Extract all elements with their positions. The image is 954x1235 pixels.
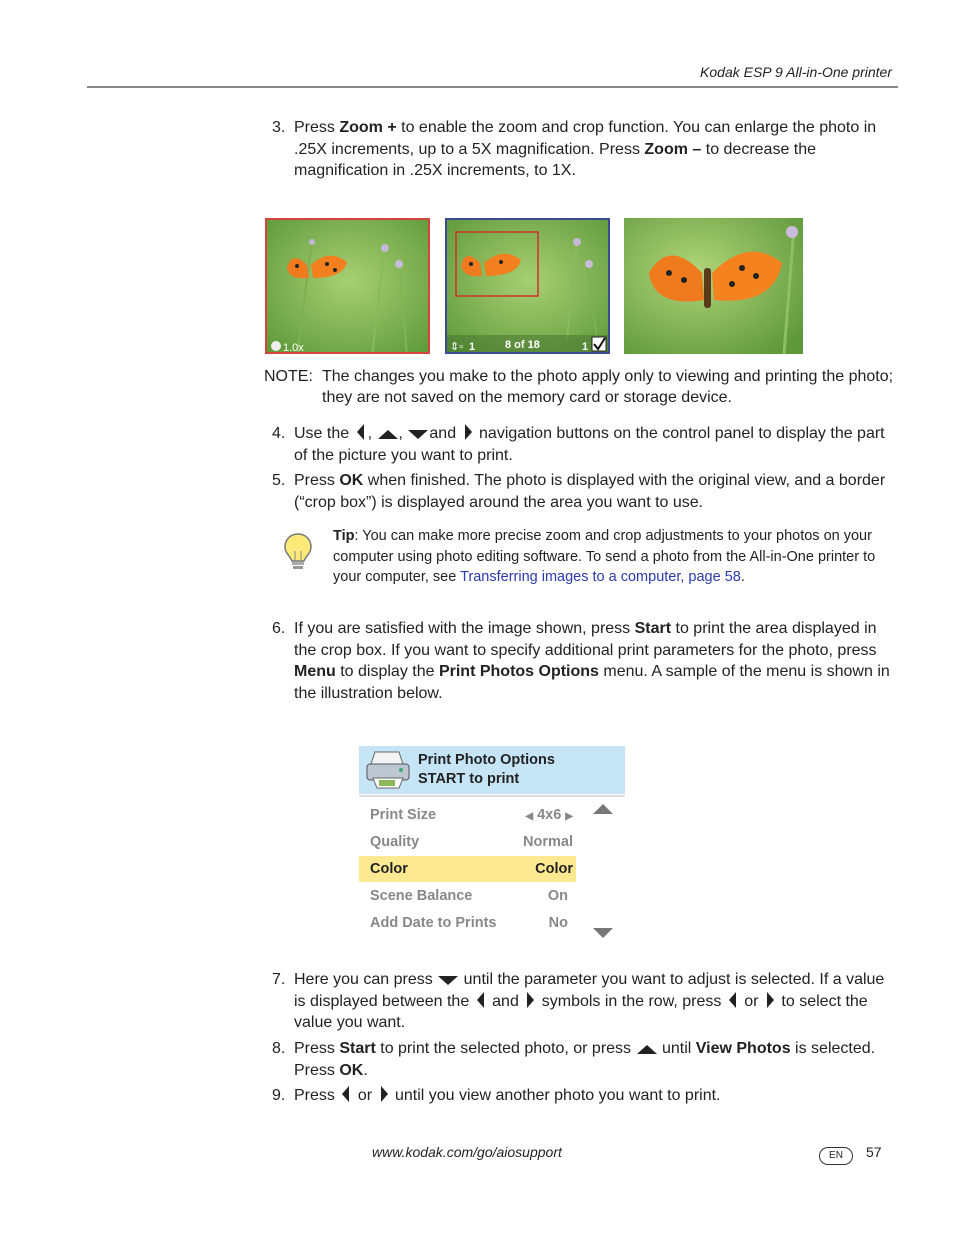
step-text: If you are satisfied with the image shown, press Start to print the area displayed in the crop box. If you want to specify additional print parameters for the photo, press Menu to display the Print Photos Options menu. A sample of the menu is shown in the illustration below.	[294, 620, 890, 702]
menu-title: Print Photo Options	[418, 752, 555, 768]
step-6	[272, 618, 900, 706]
step-9	[272, 1085, 900, 1107]
menu-row-color[interactable]	[359, 856, 576, 882]
menu-row-print-size[interactable]	[359, 802, 576, 828]
step-7	[272, 969, 900, 1035]
step-text: Here you can press until the parameter you want to adjust is selected. If a value is displayed between the and symbols in the row, press or to select the value you want.	[294, 971, 885, 1031]
right-arrow-icon	[523, 991, 537, 1009]
step-number: 8.	[272, 1040, 286, 1057]
menu-header	[359, 746, 625, 794]
photo-zoomed	[624, 218, 803, 354]
copies-count: 1	[469, 341, 476, 353]
menu-row-label: Add Date to Prints	[370, 915, 497, 931]
step-text: Press OK when finished. The photo is displayed with the original view, and a border (“crop box”) is displayed around the area you want to use.	[294, 472, 886, 511]
menu-row-label: Quality	[370, 834, 420, 850]
menu-row-value: ◀ 4x6 ▶	[525, 807, 573, 823]
running-header: Kodak ESP 9 All-in-One printer	[700, 64, 892, 80]
left-arrow-icon	[339, 1085, 353, 1103]
right-arrow-icon: ▶	[565, 811, 573, 822]
step-number: 4.	[272, 425, 286, 442]
menu-row-value: Normal	[523, 834, 573, 850]
step-number: 3.	[272, 119, 286, 136]
step-5	[272, 470, 900, 514]
menu-row-label: Print Size	[370, 807, 437, 823]
step-text: Press or until you view another photo you want to print.	[294, 1087, 721, 1104]
step-8	[272, 1038, 900, 1082]
menu-row-value: On	[547, 888, 568, 904]
menu-row-label: Scene Balance	[370, 888, 473, 904]
header-rule	[87, 86, 898, 88]
up-arrow-icon	[636, 1042, 658, 1056]
printer-icon	[365, 750, 411, 790]
photo-count: 8 of 18	[505, 339, 540, 351]
step-number: 6.	[272, 620, 286, 637]
start-label: Start	[634, 620, 672, 637]
left-arrow-icon	[474, 991, 488, 1009]
menu-subtitle: START to print	[418, 771, 520, 787]
transferring-images-link[interactable]: Transferring images to a computer, page 58	[460, 569, 741, 585]
start-label: Start	[339, 1040, 376, 1057]
step-number: 9.	[272, 1087, 286, 1104]
view-photos-label: View Photos	[695, 1040, 791, 1057]
left-arrow-icon	[726, 991, 740, 1009]
menu-row-value: No	[548, 915, 568, 931]
menu-row-scene-balance[interactable]	[359, 883, 576, 909]
print-photo-options-menu	[359, 746, 625, 946]
photo-crop-box	[445, 218, 610, 354]
note-label: NOTE:	[264, 368, 313, 385]
selected-count: 1	[582, 341, 589, 353]
step-text: Press Zoom + to enable the zoom and crop function. You can enlarge the photo in .25X increments, up to a 5X magnification. Press Zoom – to decrease the magnification in .25X increments, to 1X.	[294, 119, 877, 179]
lightbulb-icon	[282, 531, 314, 573]
note-text: The changes you make to the photo apply only to viewing and printing the photo; they are not saved on the memory card or storage device.	[322, 368, 894, 406]
down-arrow-icon	[437, 973, 459, 987]
left-arrow-icon: ◀	[525, 811, 534, 822]
step-number: 7.	[272, 971, 286, 988]
menu-row-value: Color	[535, 861, 573, 877]
zoom-indicator: 1.0x	[283, 342, 304, 354]
language-badge: EN	[819, 1147, 853, 1165]
right-arrow-icon	[461, 423, 475, 441]
menu-row-label: Color	[370, 861, 408, 877]
print-photos-options-label: Print Photos Options	[438, 663, 599, 680]
scroll-down-icon[interactable]	[592, 926, 614, 940]
ok-label: OK	[339, 1061, 364, 1079]
left-arrow-icon	[354, 423, 368, 441]
step-number: 5.	[272, 472, 286, 489]
scroll-up-icon[interactable]	[592, 802, 614, 816]
menu-divider	[359, 795, 625, 797]
menu-row-add-date[interactable]	[359, 910, 576, 936]
footer-url: www.kodak.com/go/aiosupport	[372, 1144, 562, 1160]
menu-row-quality[interactable]	[359, 829, 576, 855]
step-text: Use the , , and navigation buttons on the control panel to display the part of the picture you want to print.	[294, 425, 885, 464]
svg-text:⇕▫: ⇕▫	[450, 341, 464, 353]
right-arrow-icon	[763, 991, 777, 1009]
photo-original	[265, 218, 430, 354]
step-3	[272, 117, 900, 183]
step-4	[272, 423, 900, 467]
page-number: 57	[866, 1144, 882, 1160]
tip-label: Tip	[333, 528, 355, 544]
zoom-plus-label: Zoom +	[339, 119, 397, 136]
zoom-minus-label: Zoom –	[644, 140, 702, 158]
tip: Tip: You can make more precise zoom and crop adjustments to your photos on your computer using photo editing software. To send a photo from the All-in-One printer to your computer, see Transferring images to a computer, page 58.	[333, 528, 876, 585]
right-arrow-icon	[377, 1085, 391, 1103]
menu-label: Menu	[294, 663, 336, 680]
down-arrow-icon	[407, 427, 429, 441]
ok-label: OK	[339, 472, 364, 489]
step-text: Press Start to print the selected photo, or press until View Photos is selected. Press OK.	[294, 1040, 876, 1079]
up-arrow-icon	[377, 427, 399, 441]
